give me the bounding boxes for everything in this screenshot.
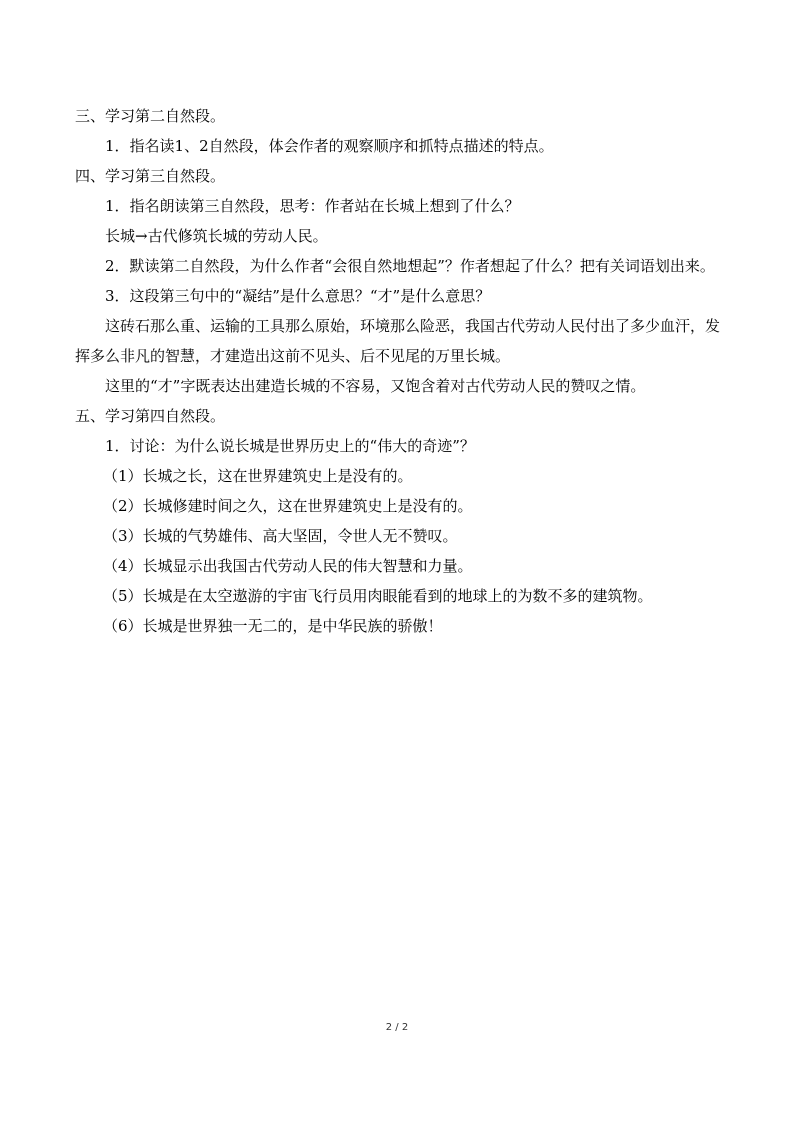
list-item: （6）长城是世界独一无二的，是中华民族的骄傲！ bbox=[103, 617, 443, 635]
list-item: （3）长城的气势雄伟、高大坚固，令世人无不赞叹。 bbox=[103, 527, 458, 545]
list-item: （2）长城修建时间之久，这在世界建筑史上是没有的。 bbox=[103, 497, 473, 515]
paragraph: 这砖石那么重、运输的工具那么原始，环境那么险恶，我国古代劳动人民付出了多少血汗，发挥多么非凡的智慧，才建造出这前不见头、后不见尾的万里长城。 bbox=[75, 317, 721, 365]
paragraph: 长城→古代修筑长城的劳动人民。 bbox=[105, 227, 328, 245]
page-number: 2 / 2 bbox=[385, 1022, 409, 1033]
list-item: （5）长城是在太空遨游的宇宙飞行员用肉眼能看到的地球上的为数不多的建筑物。 bbox=[103, 587, 653, 605]
list-item: （1）长城之长，这在世界建筑史上是没有的。 bbox=[103, 467, 413, 485]
paragraph: 3．这段第三句中的“凝结”是什么意思？“才”是什么意思？ bbox=[105, 287, 491, 305]
section-heading-four: 四、学习第三自然段。 bbox=[75, 167, 226, 185]
paragraph: 1．讨论：为什么说长城是世界历史上的“伟大的奇迹”？ bbox=[105, 437, 475, 455]
section-heading-three: 三、学习第二自然段。 bbox=[75, 107, 226, 125]
section-heading-five: 五、学习第四自然段。 bbox=[75, 407, 226, 425]
list-item: （4）长城显示出我国古代劳动人民的伟大智慧和力量。 bbox=[103, 557, 473, 575]
paragraph: 这里的“才”字既表达出建造长城的不容易，又饱含着对古代劳动人民的赞叹之情。 bbox=[105, 377, 646, 395]
paragraph: 2．默读第二自然段，为什么作者“会很自然地想起”？作者想起了什么？把有关词语划出来。 bbox=[105, 257, 715, 275]
paragraph: 1．指名读1、2自然段，体会作者的观察顺序和抓特点描述的特点。 bbox=[105, 137, 554, 155]
document-body bbox=[75, 101, 725, 641]
paragraph: 1．指名朗读第三自然段，思考：作者站在长城上想到了什么？ bbox=[105, 197, 520, 215]
